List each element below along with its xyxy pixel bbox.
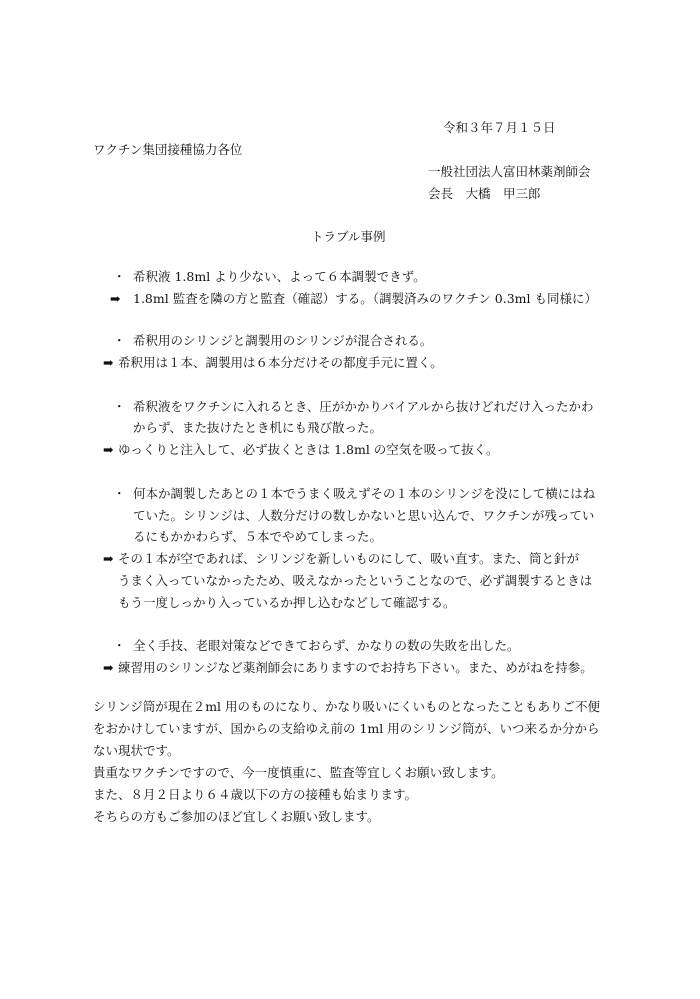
addressee: ワクチン集団接種協力各位 [93, 142, 243, 157]
case-4-solution-line-3: もう一度しっかり入っているか押し込むなどして確認する。 [118, 595, 456, 610]
page-title: トラブル事例 [311, 229, 386, 244]
closing-line-3: ない現状です。 [93, 743, 180, 758]
case-2-solution: 希釈用は１本、調製用は６本分だけその都度手元に置く。 [118, 355, 443, 370]
bullet-icon: ・ [113, 269, 126, 284]
document-date: 令和３年７月１５日 [443, 120, 556, 135]
case-3-problem-line-2: からず、また抜けたとき机にも飛び散った。 [133, 420, 383, 435]
bullet-icon: ・ [113, 638, 126, 653]
closing-line-4: 貴重なワクチンですので、今一度慎重に、監査等宜しくお願い致します。 [93, 765, 504, 780]
arrow-icon: ➡ [103, 355, 114, 370]
closing-line-5: また、８月２日より６４歳以下の方の接種も始まります。 [93, 787, 418, 802]
arrow-icon: ➡ [103, 551, 114, 566]
case-3-solution: ゆっくりと注入して、必ず抜くときは 1.8ml の空気を吸って抜く。 [118, 442, 499, 457]
case-4-problem-line-3: るにもかかわらず、５本でやめてしまった。 [133, 529, 383, 544]
arrow-icon: ➡ [110, 291, 121, 306]
arrow-icon: ➡ [103, 442, 114, 457]
case-4-problem-line-2: ていた。シリンジは、人数分だけの数しかないと思い込んで、ワクチンが残ってい [133, 508, 595, 523]
case-5-problem: 全く手技、老眼対策などできておらず、かなりの数の失敗を出した。 [133, 638, 520, 653]
bullet-icon: ・ [113, 399, 126, 414]
case-4-solution-line-1: その１本が空であれば、シリンジを新しいものにして、吸い直す。また、筒と針が [118, 551, 579, 566]
sender-organization: 一般社団法人富田林薬剤師会 [428, 164, 591, 179]
closing-line-2: をおかけしていますが、国からの支給ゆえ前の 1ml 用のシリンジ筒が、いつ来るか分から [93, 721, 600, 736]
case-4-problem-line-1: 何本か調製したあとの１本でうまく吸えずその１本のシリンジを没にして横にはね [133, 486, 596, 501]
case-2-problem: 希釈用のシリンジと調製用のシリンジが混合される。 [133, 333, 433, 348]
case-4-solution-line-2: うまく入っていなかったため、吸えなかったということなので、必ず調製するときは [118, 573, 593, 588]
closing-line-6: そちらの方もご参加のほど宜しくお願い致します。 [93, 809, 380, 824]
bullet-icon: ・ [113, 486, 126, 501]
case-1-solution: 1.8ml 監査を隣の方と監査（確認）する。（調製済みのワクチン 0.3ml も同様に） [133, 291, 598, 306]
bullet-icon: ・ [113, 333, 126, 348]
arrow-icon: ➡ [103, 660, 114, 675]
case-1-problem: 希釈液 1.8ml より少ない、よって６本調製できず。 [133, 269, 426, 284]
sender-name: 会長 大橋 甲三郎 [428, 186, 541, 201]
case-3-problem-line-1: 希釈液をワクチンに入れるとき、圧がかかりバイアルから抜けどれだけ入ったかわ [133, 399, 594, 414]
case-5-solution: 練習用のシリンジなど薬剤師会にありますのでお持ち下さい。また、めがねを持参。 [118, 660, 593, 675]
closing-line-1: シリンジ筒が現在２ml 用のものになり、かなり吸いにくいものとなったこともありご不便 [93, 699, 601, 714]
